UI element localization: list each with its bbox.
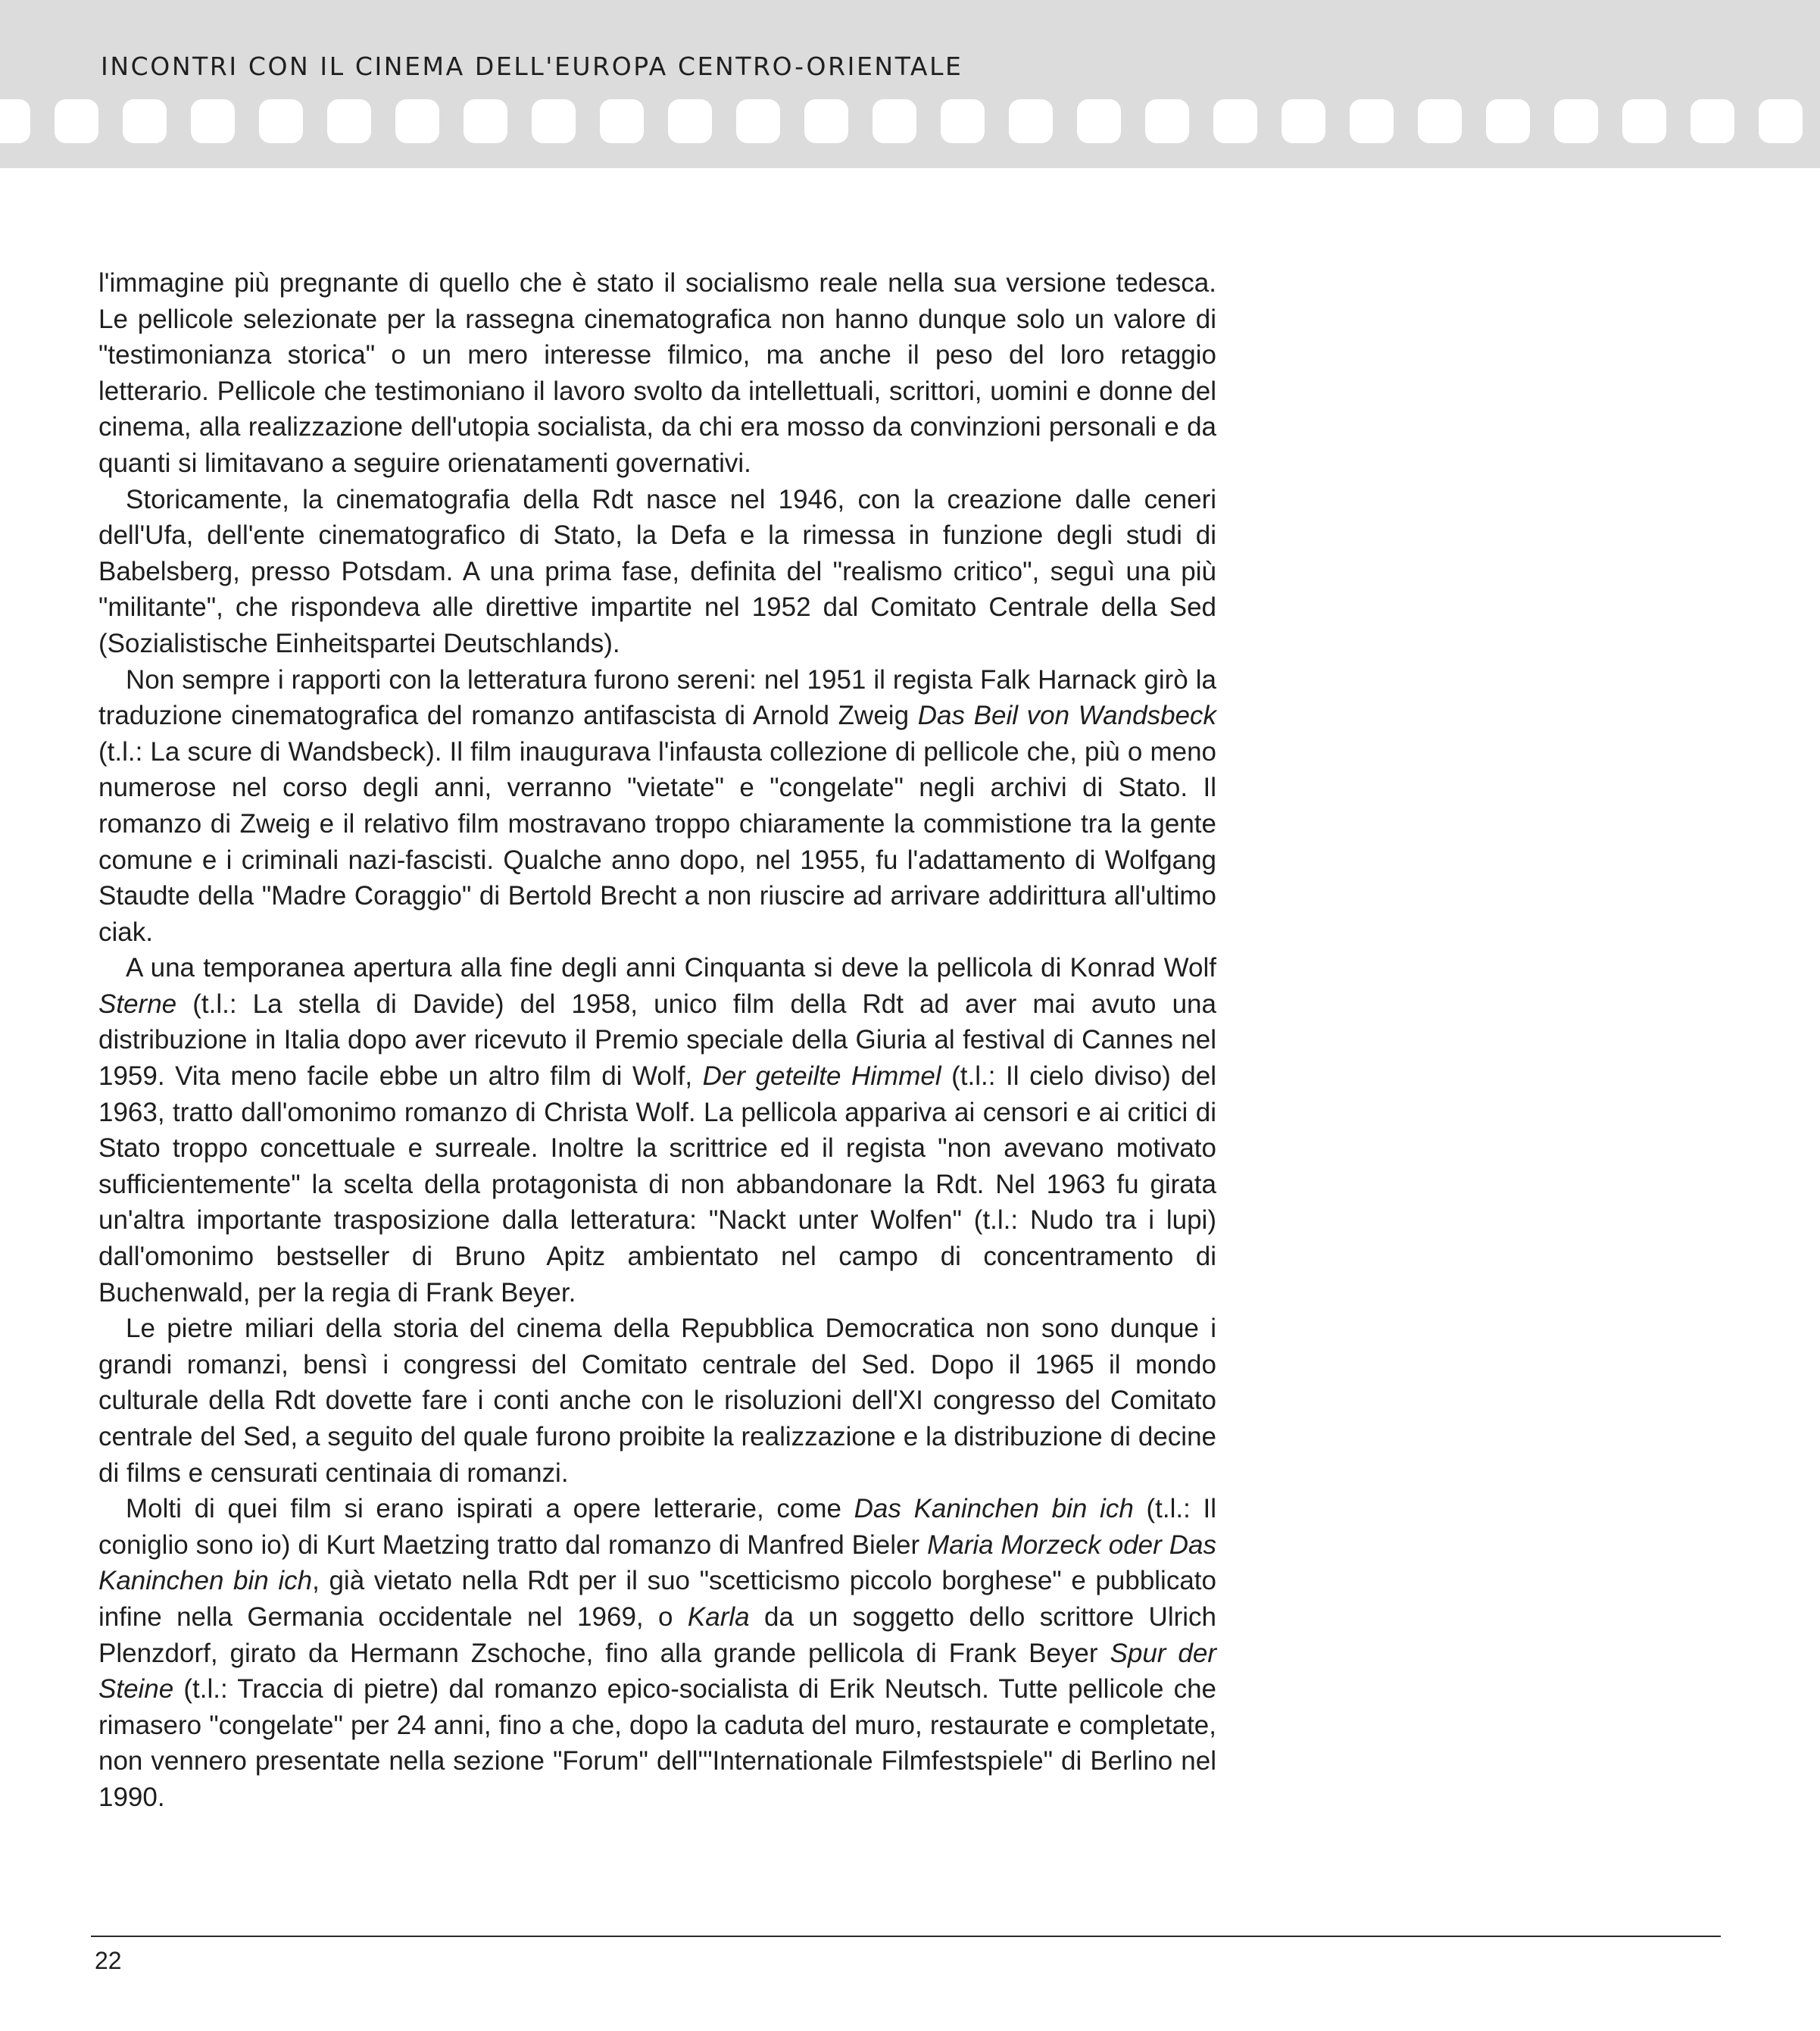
- work-title: Der geteilte Himmel: [702, 1061, 941, 1092]
- sprocket-hole: [1350, 99, 1394, 143]
- sprocket-hole: [0, 99, 30, 143]
- page-number: 22: [95, 1947, 122, 1974]
- text-run: l'immagine più pregnante di quello che è stato il socialismo reale nella sua versione tedesca. Le pellicole selezionate per la rassegna cinematografica non hanno dunque solo un valore di "testimonianza storica" o un mero interesse filmico, ma anche il peso del loro retaggio letterario. Pellicole che testimoniano il lavoro svolto da intellettuali, scrittori, uomini e donne del cinema, alla realizzazione dell'utopia socialista, da chi era mosso da convinzioni personali e da quanti si limitavano a seguire orienatamenti governativi.: [98, 268, 1216, 478]
- sprocket-hole: [532, 99, 576, 143]
- text-run: (t.l.: La stella di Davide) del 1958, unico film della Rdt ad aver mai avuto una distribuzione in Italia dopo aver ricevuto il Premio speciale della Giuria al festival di Cannes nel 1959. Vita meno facile ebbe un altro film di Wolf,: [98, 989, 1216, 1092]
- footer-rule: [91, 1936, 1721, 1937]
- sprocket-hole: [55, 99, 98, 143]
- text-run: , già vietato nella Rdt per il suo "scetticismo piccolo borghese" e pubblicato infine nella Germania occidentale nel 1969, o: [98, 1566, 1216, 1632]
- sprocket-hole: [1009, 99, 1053, 143]
- sprocket-hole: [464, 99, 507, 143]
- sprocket-hole: [1554, 99, 1598, 143]
- work-title: Maria Morzeck oder Das Kaninchen bin ich: [98, 1529, 1216, 1596]
- work-title: Spur der Steine: [98, 1638, 1216, 1704]
- paragraph: [98, 482, 1216, 662]
- sprocket-hole: [668, 99, 712, 143]
- paragraph: [98, 950, 1216, 1311]
- text-run: (t.l.: Il coniglio sono io) di Kurt Maetzing tratto dal romanzo di Manfred Bieler: [98, 1494, 1216, 1560]
- text-run: da un soggetto dello scrittore Ulrich Plenzdorf, girato da Hermann Zschoche, fino alla grande pellicola di Frank Beyer: [98, 1601, 1217, 1668]
- text-run: Le pietre miliari della storia del cinema della Repubblica Democratica non sono dunque i grandi romanzi, bensì i congressi del Comitato centrale del Sed. Dopo il 1965 il mondo culturale della Rdt dovette fare i conti anche con le risoluzioni dell'XI congresso del Comitato centrale del Sed, a seguito del quale furono proibite la realizzazione e la distribuzione di decine di films e censurati centinaia di romanzi.: [98, 1314, 1216, 1488]
- sprocket-hole: [600, 99, 644, 143]
- sprocket-hole: [1281, 99, 1325, 143]
- sprocket-hole: [1486, 99, 1530, 143]
- paragraph: [98, 1491, 1216, 1815]
- sprocket-hole: [804, 99, 848, 143]
- sprocket-hole: [123, 99, 167, 143]
- header-title: INCONTRI CON IL CINEMA DELL'EUROPA CENTRO-ORIENTALE: [101, 52, 963, 81]
- sprocket-hole: [1077, 99, 1121, 143]
- text-run: (t.l.: Traccia di pietre) dal romanzo epico-socialista di Erik Neutsch. Tutte pellicole che rimasero "congelate" per 24 anni, fino a che, dopo la caduta del muro, restaurate e completate, non vennero presentate nella sezione "Forum" dell'"Internationale Filmfestspiele" di Berlino nel 1990.: [98, 1674, 1216, 1812]
- paragraph: [98, 662, 1216, 951]
- sprocket-hole: [1690, 99, 1734, 143]
- sprocket-hole: [1622, 99, 1666, 143]
- header-band: [0, 0, 1820, 168]
- text-run: Storicamente, la cinematografia della Rdt nasce nel 1946, con la creazione dalle ceneri dell'Ufa, dell'ente cinematografico di Stato, la Defa e la rimessa in funzione degli studi di Babelsberg, presso Potsdam. A una prima fase, definita del "realismo critico", seguì una più "militante", che rispondeva alle direttive impartite nel 1952 dal Comitato Centrale della Sed (Sozialistische Einheitspartei Deutschlands).: [98, 484, 1216, 658]
- paragraph: [98, 265, 1216, 482]
- sprocket-hole: [736, 99, 780, 143]
- sprocket-hole: [873, 99, 916, 143]
- film-strip-sprocket-holes: [0, 99, 1820, 143]
- article-body: [98, 265, 1216, 1816]
- sprocket-hole: [1418, 99, 1462, 143]
- text-run: (t.l.: Il cielo diviso) del 1963, tratto dall'omonimo romanzo di Christa Wolf. La pellicola appariva ai censori e ai critici di Stato troppo concettuale e surreale. Inoltre la scrittrice ed il regista "non avevano motivato sufficientemente" la scelta della protagonista di non abbandonare la Rdt. Nel 1963 fu girata un'altra importante trasposizione dalla letteratura: "Nackt unter Wolfen" (t.l.: Nudo tra i lupi) dall'omonimo bestseller di Bruno Apitz ambientato nel campo di concentramento di Buchenwald, per la regia di Frank Beyer.: [98, 1061, 1217, 1308]
- text-run: (t.l.: La scure di Wandsbeck). Il film inaugurava l'infausta collezione di pellicole che, più o meno numerose nel corso degli anni, verranno "vietate" e "congelate" negli archivi di Stato. Il romanzo di Zweig e il relativo film mostravano troppo chiaramente la commistione tra la gente comune e i criminali nazi-fascisti. Qualche anno dopo, nel 1955, fu l'adattamento di Wolfgang Staudte della "Madre Coraggio" di Bertold Brecht a non riuscire ad arrivare addirittura all'ultimo ciak.: [98, 736, 1216, 947]
- sprocket-hole: [1759, 99, 1803, 143]
- sprocket-hole: [259, 99, 303, 143]
- work-title: Das Kaninchen bin ich: [854, 1494, 1134, 1524]
- paragraph: [98, 1311, 1216, 1491]
- work-title: Karla: [687, 1601, 750, 1632]
- text-run: Molti di quei film si erano ispirati a opere letterarie, come: [126, 1494, 854, 1524]
- sprocket-hole: [1145, 99, 1189, 143]
- text-run: Non sempre i rapporti con la letteratura furono sereni: nel 1951 il regista Falk Harnack girò la traduzione cinematografica del romanzo antifascista di Arnold Zweig: [98, 664, 1216, 731]
- work-title: Das Beil von Wandsbeck: [917, 701, 1217, 731]
- sprocket-hole: [941, 99, 985, 143]
- work-title: Sterne: [98, 989, 177, 1019]
- sprocket-hole: [191, 99, 235, 143]
- sprocket-hole: [395, 99, 439, 143]
- sprocket-hole: [327, 99, 371, 143]
- text-run: A una temporanea apertura alla fine degli anni Cinquanta si deve la pellicola di Konrad Wolf: [126, 953, 1216, 983]
- sprocket-hole: [1213, 99, 1257, 143]
